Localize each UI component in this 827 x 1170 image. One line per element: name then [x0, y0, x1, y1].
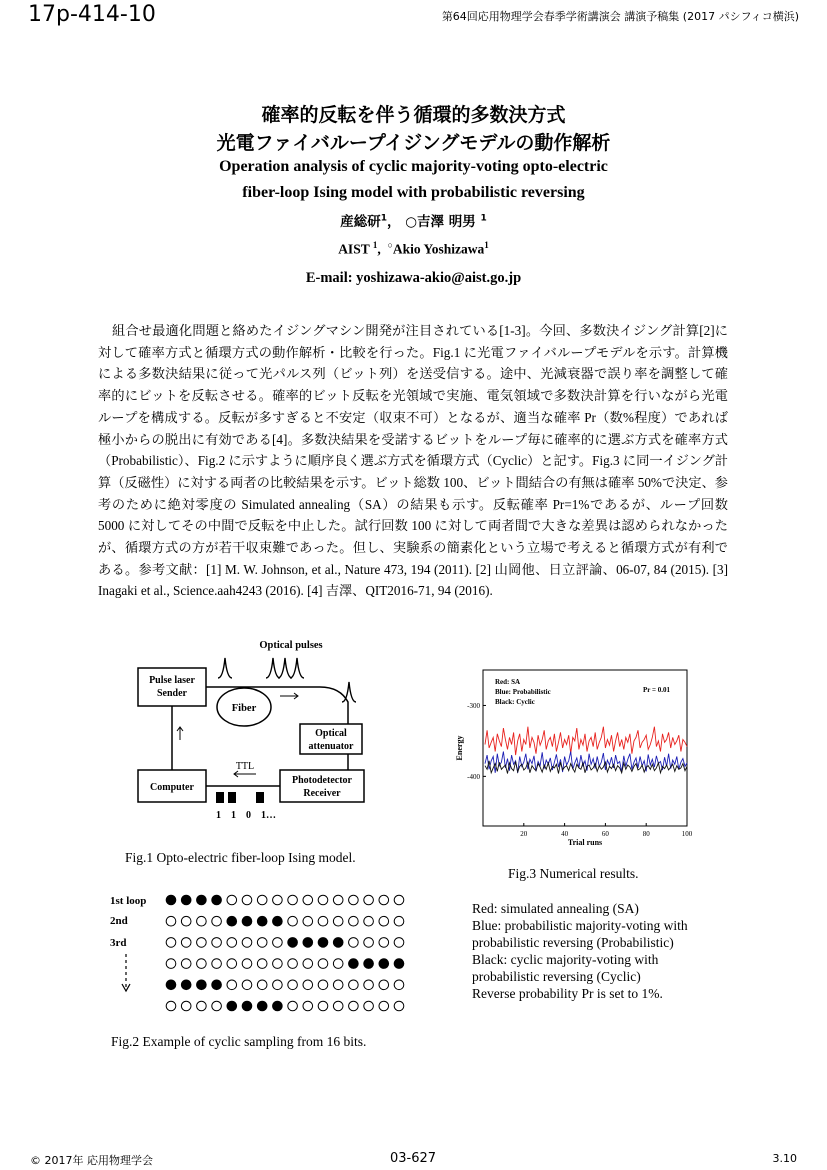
- bit-empty: [242, 895, 252, 905]
- bit-empty: [166, 938, 176, 948]
- bit-filled: [166, 895, 176, 905]
- presenter-mark: ○: [405, 214, 418, 230]
- pulse-laser-label1: Pulse laser: [149, 675, 195, 686]
- presenter-mark-en: ○: [387, 240, 393, 250]
- row-label-3rd: 3rd: [110, 937, 127, 949]
- author-name-en: Akio Yoshizawa: [392, 241, 485, 257]
- bit-empty: [303, 980, 313, 990]
- conference-header: 第64回応用物理学会春季学術講演会 講演予稿集 (2017 パシフィコ横浜): [441, 10, 799, 23]
- bit-empty: [349, 895, 359, 905]
- bit-empty: [181, 1001, 191, 1011]
- bit-filled: [349, 959, 359, 969]
- x-tick-label: 20: [520, 830, 528, 838]
- bit-empty: [257, 959, 267, 969]
- bit-filled: [197, 895, 207, 905]
- bit-filled: [303, 938, 313, 948]
- pulse-laser-box: [138, 668, 206, 706]
- affil-sup: 1: [380, 213, 388, 224]
- bit-empty: [364, 916, 374, 926]
- bit-empty: [242, 980, 252, 990]
- bit-empty: [257, 895, 267, 905]
- separator-en: ,: [377, 241, 381, 257]
- bit-empty: [242, 938, 252, 948]
- bit-empty: [318, 959, 328, 969]
- bit-filled: [197, 980, 207, 990]
- authors-jp: [0, 210, 827, 230]
- bit-empty: [166, 1001, 176, 1011]
- bit-filled: [257, 916, 267, 926]
- separator: ，: [387, 214, 401, 230]
- title-jp-line2: 光電ファイバループイジングモデルの動作解析: [216, 132, 611, 154]
- title-en-line2: fiber-loop Ising model with probabilistic reversing: [242, 184, 585, 201]
- bit-empty: [333, 1001, 343, 1011]
- bit-empty: [364, 895, 374, 905]
- bit-empty: [197, 959, 207, 969]
- bit-filled: [242, 1001, 252, 1011]
- bit-empty: [181, 959, 191, 969]
- bit-filled: [227, 1001, 237, 1011]
- bit-empty: [379, 980, 389, 990]
- bit-empty: [181, 938, 191, 948]
- legend-line: probabilistic reversing (Probabilistic): [472, 935, 674, 950]
- bit-empty: [303, 959, 313, 969]
- bit-empty: [349, 1001, 359, 1011]
- row-label-2nd: 2nd: [110, 915, 128, 927]
- bit-empty: [379, 916, 389, 926]
- bit-empty: [166, 916, 176, 926]
- bit-filled: [212, 895, 222, 905]
- footer-date: 3.10: [772, 1152, 797, 1165]
- bit-empty: [212, 1001, 222, 1011]
- authors-en: [0, 240, 827, 258]
- bit-empty: [379, 938, 389, 948]
- x-axis-label: Trial runs: [567, 838, 603, 847]
- legend-text-sa: Red: SA: [495, 678, 521, 686]
- bit-filled: [181, 895, 191, 905]
- bit-empty: [212, 938, 222, 948]
- bits-label: 1 1 0 1…: [216, 810, 276, 821]
- affiliation-jp: 産総研: [340, 214, 381, 230]
- affil-sup-en: 1: [372, 240, 378, 250]
- title-en-line1: Operation analysis of cyclic majority-voting opto-electric: [219, 158, 608, 175]
- bit-empty: [333, 895, 343, 905]
- y-tick-label: -300: [467, 701, 480, 710]
- ttl-label: TTL: [235, 761, 255, 772]
- bit-filled: [227, 916, 237, 926]
- fig2-caption: Fig.2 Example of cyclic sampling from 16 bits.: [111, 1034, 367, 1049]
- pulse-laser-label2: Sender: [157, 688, 187, 699]
- abstract-body: 組合せ最適化問題と絡めたイジングマシン開発が注目されている[1-3]。今回、多数決イジング計算[2]に対して確率方式と循環方式の動作解析・比較を行った。Fig.1 に光電ファイバループモデルを示す。計算機による多数決結果に従って光パルス列（ビット列）を送受信する。途中、光減衰器で誤り率を調整して確率的にビットを反転させる。確率的ビット反転を光領域で実施、電気領域で多数決計算を行いながら光電ループを構成する。反転が多すぎると不安定（収束不可）となるが、適当な確率 Pr（数%程度）であれば極小からの脱出に有効である[4]。多数決結果を受諾するビットをループ毎に確率的に選ぶ方式を確率方式（Probabilistic）、Fig.2 に示すように順序良く選ぶ方式を循環方式（Cyclic）と記す。Fig.3 に同一イジング計算（反磁性）に対する両者の比較結果を示す。ビット総数 100、ビット間結合の有無は確率 50%で決定、参考のために絶対零度の Simulated annealing（SA）の結果も示す。反転確率 Pr=1%であるが、ループ回数 5000 に対してその中間で反転を中止した。試行回数 100 に対して両者間で大きな差異は認められなかったが、循環方式の方が若干収束難であった。但し、実験系の簡素化という立場で考えると循環方式が有利である。参考文献：[1] M. W. Johnson, et al., Nature 473, 194 (2011). [2] 山岡他、日立評論、06-07, 84 (2015). [3] Inagaki et al., Science.aah4243 (2016). [4] 吉澤、QIT2016-71, 94 (2016).: [98, 323, 728, 599]
- bit-empty: [318, 980, 328, 990]
- bit-empty: [257, 980, 267, 990]
- legend-line: Reverse probability Pr is set to 1%.: [472, 986, 663, 1001]
- affiliation-en: AIST: [338, 241, 370, 257]
- attenuator-label1: Optical: [315, 728, 347, 739]
- bit-empty: [197, 916, 207, 926]
- x-tick-label: 60: [601, 830, 609, 838]
- attenuator-label2: attenuator: [308, 741, 354, 752]
- bit-filled: [273, 916, 283, 926]
- bit-empty: [227, 980, 237, 990]
- bit-empty: [273, 959, 283, 969]
- bit-bars: [216, 792, 264, 803]
- bit-filled: [333, 938, 343, 948]
- bit-empty: [288, 959, 298, 969]
- bit-empty: [212, 916, 222, 926]
- bit-filled: [273, 1001, 283, 1011]
- bit-empty: [394, 1001, 404, 1011]
- bit-empty: [394, 916, 404, 926]
- bit-empty: [212, 959, 222, 969]
- bit-empty: [288, 895, 298, 905]
- footer-page: 03-627: [390, 1151, 437, 1166]
- detector-label1: Photodetector: [292, 775, 352, 786]
- bit-empty: [333, 916, 343, 926]
- fig3-chart: [453, 664, 703, 854]
- y-tick-label: -400: [467, 772, 480, 781]
- optical-pulses-label: Optical pulses: [259, 640, 323, 651]
- fig3-legend-block: [472, 900, 732, 1002]
- bit-filled: [257, 1001, 267, 1011]
- x-tick-label: 40: [561, 830, 569, 838]
- legend-line: Blue: probabilistic majority-voting with: [472, 918, 688, 933]
- fig1-caption: Fig.1 Opto-electric fiber-loop Ising model.: [125, 850, 356, 865]
- bit-empty: [318, 895, 328, 905]
- bit-empty: [197, 1001, 207, 1011]
- bit-empty: [303, 895, 313, 905]
- row-label-1st: 1st loop: [110, 895, 147, 907]
- detector-label2: Receiver: [303, 788, 341, 799]
- bit-filled: [379, 959, 389, 969]
- bit-empty: [257, 938, 267, 948]
- bit-filled: [364, 959, 374, 969]
- bit-empty: [288, 916, 298, 926]
- footer-copyright: © 2017年 応用物理学会: [30, 1154, 153, 1167]
- author-name-jp: 吉澤 明男: [417, 214, 476, 230]
- bit-empty: [349, 916, 359, 926]
- bit-filled: [288, 938, 298, 948]
- bit-empty: [181, 916, 191, 926]
- bit-empty: [303, 1001, 313, 1011]
- y-axis-label: Energy: [455, 735, 464, 761]
- bit-filled: [242, 916, 252, 926]
- legend-line: Red: simulated annealing (SA): [472, 901, 639, 916]
- bit-empty: [318, 916, 328, 926]
- bit-filled: [181, 980, 191, 990]
- bit-filled: [166, 980, 176, 990]
- bit-filled: [212, 980, 222, 990]
- bit-empty: [379, 1001, 389, 1011]
- bit-empty: [227, 959, 237, 969]
- bit-empty: [364, 1001, 374, 1011]
- x-tick-label: 100: [681, 830, 693, 838]
- bit-empty: [333, 980, 343, 990]
- bit-empty: [333, 959, 343, 969]
- fiber-label: Fiber: [231, 703, 257, 714]
- bit-empty: [273, 938, 283, 948]
- bit-empty: [288, 980, 298, 990]
- bit-empty: [349, 980, 359, 990]
- bit-empty: [273, 895, 283, 905]
- bit-empty: [394, 895, 404, 905]
- bit-empty: [166, 959, 176, 969]
- email: E-mail: yoshizawa-akio@aist.go.jp: [305, 270, 522, 286]
- legend-line: Black: cyclic majority-voting with: [472, 952, 659, 967]
- bit-empty: [394, 938, 404, 948]
- legend-text-prob: Blue: Probabilistic: [495, 688, 551, 696]
- bit-filled: [318, 938, 328, 948]
- title-jp-line1: 確率的反転を伴う循環的多数決方式: [261, 104, 566, 126]
- bit-empty: [364, 938, 374, 948]
- fig3-caption: Fig.3 Numerical results.: [508, 866, 639, 881]
- bit-empty: [227, 895, 237, 905]
- bit-empty: [242, 959, 252, 969]
- computer-label: Computer: [150, 782, 194, 793]
- bit-empty: [349, 938, 359, 948]
- paper-id: 17p-414-10: [28, 2, 156, 27]
- bit-empty: [227, 938, 237, 948]
- author-sup: 1: [480, 213, 487, 224]
- fig1-diagram: [130, 632, 380, 822]
- x-tick-label: 80: [642, 830, 650, 838]
- author-sup-en: 1: [484, 240, 489, 250]
- pr-label: Pr = 0.01: [643, 686, 670, 694]
- legend-text-cyclic: Black: Cyclic: [495, 698, 535, 706]
- fig2-bit-grid: [104, 888, 414, 1028]
- bit-empty: [303, 916, 313, 926]
- bit-empty: [379, 895, 389, 905]
- bit-empty: [273, 980, 283, 990]
- bit-empty: [318, 1001, 328, 1011]
- bit-empty: [394, 980, 404, 990]
- bit-empty: [288, 1001, 298, 1011]
- legend-line: probabilistic reversing (Cyclic): [472, 969, 641, 984]
- bit-empty: [197, 938, 207, 948]
- bit-empty: [364, 980, 374, 990]
- bit-filled: [394, 959, 404, 969]
